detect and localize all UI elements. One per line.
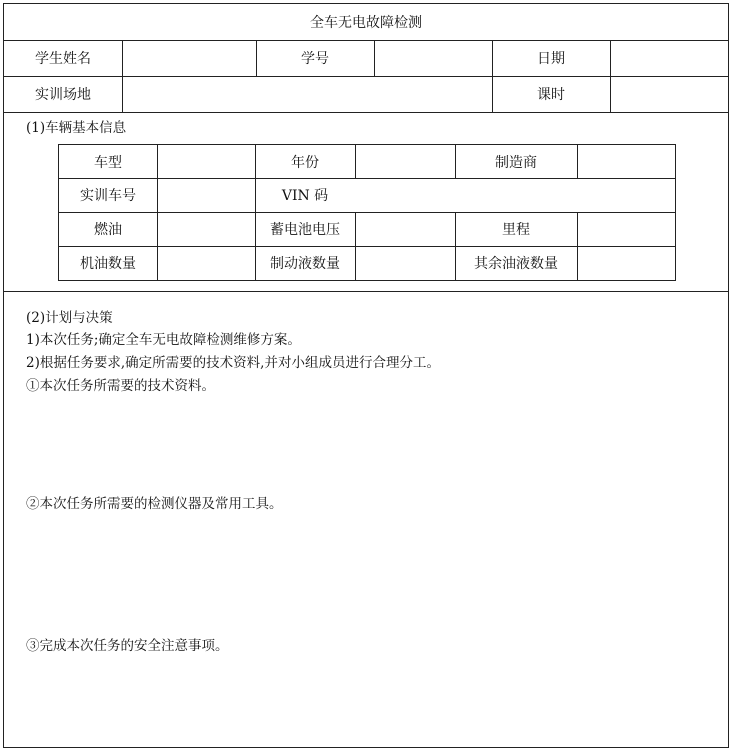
training-site-label: 实训场地 <box>35 87 91 103</box>
other-fluids-field[interactable] <box>577 246 675 280</box>
student-name-field[interactable] <box>122 40 256 76</box>
instruments-tools-answer-area[interactable] <box>26 518 716 634</box>
vin-label: VIN 码 <box>281 188 329 204</box>
divider <box>256 40 257 76</box>
training-site-field[interactable] <box>122 76 492 112</box>
student-id-field[interactable] <box>374 40 492 76</box>
other-fluids-label: 其余油液数量 <box>474 256 558 272</box>
fuel-label: 燃油 <box>94 222 122 238</box>
year-label: 年份 <box>291 154 319 171</box>
model-label: 车型 <box>94 154 122 171</box>
item-technical-materials: ①本次任务所需要的技术资料。 <box>26 378 215 394</box>
manufacturer-label: 制造商 <box>495 154 537 171</box>
battery-voltage-label: 蓄电池电压 <box>270 222 340 238</box>
divider <box>4 112 728 113</box>
training-car-no-field[interactable] <box>157 178 255 212</box>
mileage-field[interactable] <box>577 212 675 246</box>
date-label: 日期 <box>537 51 565 67</box>
engine-oil-field[interactable] <box>157 246 255 280</box>
fuel-field[interactable] <box>157 212 255 246</box>
safety-precautions-answer-area[interactable] <box>26 660 716 744</box>
worksheet-title: 全车无电故障检测 <box>310 15 422 31</box>
date-field[interactable] <box>610 40 728 76</box>
battery-voltage-field[interactable] <box>355 212 455 246</box>
training-car-no-label: 实训车号 <box>80 188 136 204</box>
divider <box>4 291 728 292</box>
item-safety-precautions: ③完成本次任务的安全注意事项。 <box>26 638 229 654</box>
section1-heading: (1)车辆基本信息 <box>26 120 127 136</box>
class-hours-label: 课时 <box>537 87 565 103</box>
section2-heading: (2)计划与决策 <box>26 310 113 326</box>
divider <box>374 40 375 76</box>
model-field[interactable] <box>157 145 255 178</box>
year-field[interactable] <box>355 145 455 178</box>
manufacturer-field[interactable] <box>577 145 675 178</box>
item-instruments-tools: ②本次任务所需要的检测仪器及常用工具。 <box>26 496 283 512</box>
task-worksheet <box>3 3 729 748</box>
brake-fluid-label: 制动液数量 <box>270 256 340 272</box>
task-line-1: 1)本次任务;确定全车无电故障检测维修方案。 <box>26 332 301 348</box>
student-id-label: 学号 <box>301 51 329 67</box>
task-line-2: 2)根据任务要求,确定所需要的技术资料,并对小组成员进行合理分工。 <box>26 355 440 371</box>
vehicle-info-table <box>58 144 676 281</box>
mileage-label: 里程 <box>502 222 530 238</box>
technical-materials-answer-area[interactable] <box>26 400 716 492</box>
student-name-label: 学生姓名 <box>35 51 91 67</box>
vin-field[interactable] <box>355 178 675 212</box>
engine-oil-label: 机油数量 <box>80 256 136 272</box>
class-hours-field[interactable] <box>610 76 728 112</box>
brake-fluid-field[interactable] <box>355 246 455 280</box>
